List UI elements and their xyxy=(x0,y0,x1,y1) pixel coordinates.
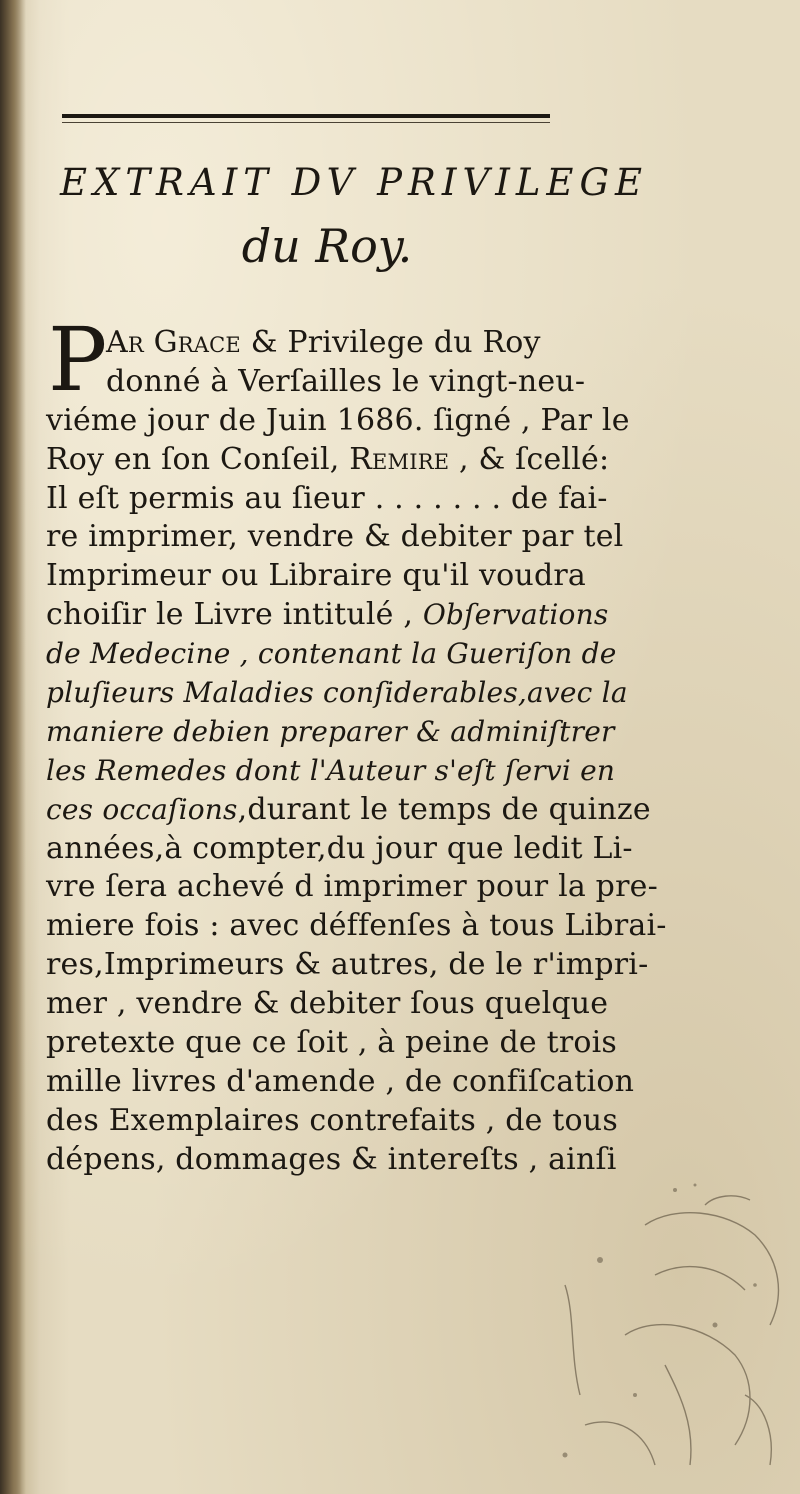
text-line xyxy=(46,596,626,635)
page-subtitle: du Roy. xyxy=(241,219,413,273)
text-line xyxy=(46,674,626,713)
text-segment: les Remedes dont l'Auteur s'eſt ſervi en xyxy=(46,753,616,787)
text-segment: re imprimer, vendre & debiter par tel xyxy=(46,519,624,555)
text-segment: Il eſt permis au ſieur . . . . . . . de fai- xyxy=(46,480,608,516)
text-line xyxy=(46,830,633,869)
text-line xyxy=(46,907,667,946)
text-segment: miere fois : avec déffenſes à tous Librai- xyxy=(46,908,667,944)
text-segment: des Exemplaires contrefaits , de tous xyxy=(46,1102,618,1138)
text-line xyxy=(46,1141,626,1180)
text-segment: Obſervations xyxy=(422,598,609,632)
text-segment: de Medecine , contenant la Gueriſon de xyxy=(46,637,617,671)
text-line xyxy=(46,324,626,363)
text-line xyxy=(46,1063,635,1102)
text-line xyxy=(46,518,626,557)
text-line xyxy=(46,985,626,1024)
text-segment: & Privilege du Roy xyxy=(240,325,541,360)
text-segment: viéme jour de Juin 1686. ſigné , Par le xyxy=(46,402,630,438)
text-segment: Remire xyxy=(349,441,450,477)
text-segment: mille livres d'amende , de confiſcation xyxy=(46,1063,635,1099)
text-segment: ,durant le temps de quinze xyxy=(237,791,651,827)
text-line xyxy=(46,791,651,830)
text-segment: ces occaſions xyxy=(46,792,238,826)
text-line xyxy=(46,635,626,674)
text-segment: pretexte que ce ſoit , à peine de trois xyxy=(46,1025,618,1061)
text-segment: donné à Verſailles le vingt-neu- xyxy=(106,363,586,399)
text-segment: res,Imprimeurs & autres, de le r'impri- xyxy=(46,947,649,983)
text-line xyxy=(46,1102,626,1141)
text-line xyxy=(46,868,658,907)
text-segment: vre ſera achevé d imprimer pour la pre- xyxy=(46,869,658,905)
ink-stain-image xyxy=(505,1165,800,1494)
text-segment: dépens, dommages & intereſts , ainſi xyxy=(46,1141,617,1177)
text-line xyxy=(46,752,626,791)
text-segment: mer , vendre & debiter ſous quelque xyxy=(46,986,609,1022)
text-line xyxy=(46,946,649,985)
text-segment: choiſir le Livre intitulé , xyxy=(46,597,423,633)
header-rule xyxy=(62,114,550,118)
text-line xyxy=(46,557,626,596)
text-segment: Roy en ſon Conſeil, xyxy=(46,441,350,477)
text-segment: années,à compter,du jour que ledit Li- xyxy=(46,830,633,866)
text-line xyxy=(46,441,626,480)
text-segment: Imprimeur ou Libraire qu'il voudra xyxy=(46,558,586,594)
page-title: EXTRAIT DV PRIVILEGE xyxy=(60,161,649,204)
text-line xyxy=(46,1024,626,1063)
text-line xyxy=(46,363,626,402)
privilege-text xyxy=(46,324,667,1180)
text-line xyxy=(46,713,626,752)
text-segment: pluſieurs Maladies conſiderables,avec la xyxy=(46,676,628,710)
text-line xyxy=(46,402,630,441)
text-line xyxy=(46,480,626,519)
text-segment: , & ſcellé: xyxy=(449,441,610,477)
text-segment: maniere debien preparer & adminiſtrer xyxy=(46,714,615,748)
text-segment: Ar Grace xyxy=(106,325,241,360)
drop-cap: P xyxy=(48,308,108,411)
